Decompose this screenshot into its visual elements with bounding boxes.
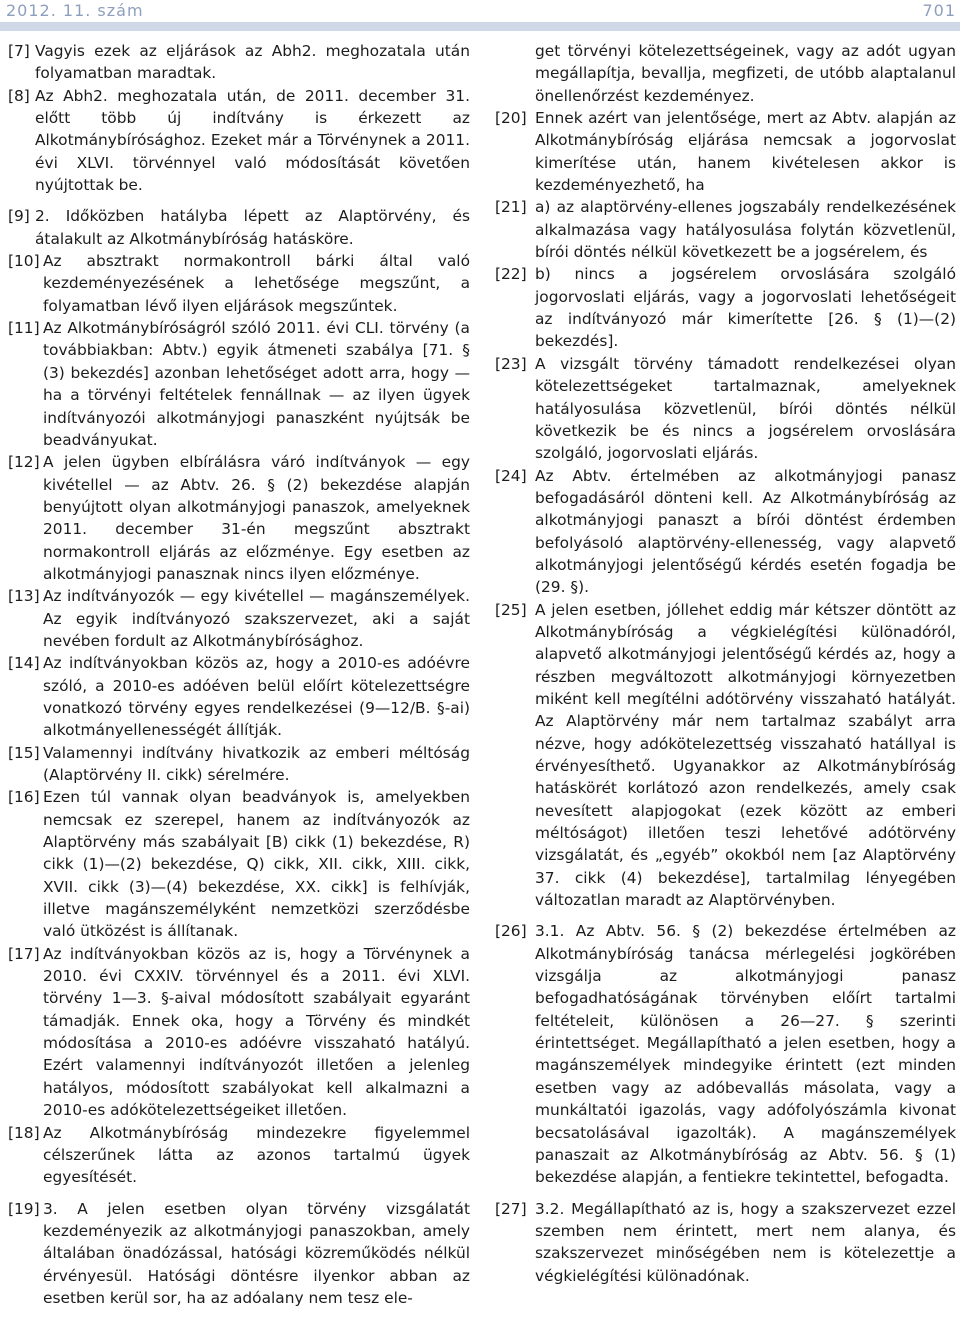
paragraph-16 [8, 786, 470, 942]
paragraph-number: [23] [495, 354, 527, 373]
paragraph-13 [8, 585, 470, 652]
paragraph-number: [25] [495, 600, 527, 619]
paragraph-text: Az Alkotmánybíróságról szóló 2011. évi CLI. törvény (a továbbiakban: Abtv.) egyik átmeneti szabálya [71. § (3) bekezdés] azonban lehetőséget adott arra, hogy — ha a törvényi feltételek fennállnak — az ilyen ügyek indítványozói alkotmányjogi panaszként nyújtsák be beadványukat. [43, 319, 470, 449]
paragraph-23 [495, 353, 956, 465]
paragraph-text: Az indítványozók — egy kivétellel — magánszemélyek. Az egyik indítványozó szakszervezet, aki a saját nevében fordult az Alkotmánybírósághoz. [43, 587, 470, 650]
paragraph-20 [495, 107, 956, 196]
paragraph-text: Az indítványokban közös az is, hogy a Törvénynek a 2010. évi CXXIV. törvénnyel és a 2011. évi XLVI. törvény 1—3. §-aival módosított szabályait egyaránt támadják. Ennek oka, hogy a Törvény és mindkét módosítása a 2010-es adóévre visszaható hatályú. Ezért valamennyi indítványozót illetően a jelenleg hatályos, módosított szabályokat kell alkalmazni a 2010-es adókötelezettségeiket illetően. [43, 944, 470, 1120]
paragraph-text: Az Abh2. meghozatala után, de 2011. december 31. előtt több új indítvány is érkezett az Alkotmánybírósághoz. Ezeket már a Törvénynek a 2011. évi XLVI. törvénnyel való módosítását követően nyújtottak be. [35, 86, 470, 195]
paragraph-text: 3. A jelen esetben olyan törvény vizsgálatát kezdeményezik az alkotmányjogi panaszokban, amely általában önadózással, hatósági közreműködés nélkül érvényesül. Hatósági döntésre ilyenkor abban az esetben kerül sor, ha az adóalany nem tesz ele- [43, 1199, 470, 1307]
paragraph-text: Az Alkotmánybíróság mindezekre figyelemmel célszerűnek látta az azonos tartalmú ügyek egyesítését. [43, 1123, 470, 1187]
paragraph-text: Vagyis ezek az eljárások az Abh2. meghozatala után folyamatban maradtak. [35, 42, 470, 83]
paragraph-19-continued [495, 40, 956, 107]
paragraph-11 [8, 317, 470, 451]
paragraph-number: [17] [8, 944, 40, 963]
paragraph-text: A jelen ügyben elbírálásra váró indítványok — egy kivétellel — az Abtv. 26. § (2) bekezdése alapján benyújtott olyan alkotmányjogi panaszok, amelyeknek 2011. december 31-én megszűnt absztrakt normakontroll eljárás az előzménye. Egy esetben az alkotmányjogi panasznak nincs ilyen előzménye. [43, 453, 470, 583]
right-column [495, 40, 956, 1287]
header-band [0, 22, 960, 31]
paragraph-19 [8, 1198, 470, 1310]
paragraph-21 [495, 196, 956, 263]
paragraph-number: [13] [8, 587, 40, 606]
page-header [0, 0, 960, 31]
paragraph-8 [8, 85, 470, 197]
paragraph-text: get törvényi kötelezettségeinek, vagy az adót ugyan megállapítja, bevallja, megfizeti, de utóbb alaptalanul önellenőrzést kezdeményez. [535, 42, 956, 105]
page-number: 701 [922, 1, 956, 20]
paragraph-17 [8, 943, 470, 1122]
paragraph-number: [12] [8, 453, 40, 472]
issue-label: 2012. 11. szám [6, 1, 144, 20]
paragraph-27 [495, 1198, 956, 1287]
paragraph-text: 3.1. Az Abtv. 56. § (2) bekezdése értelmében az Alkotmánybíróság tanácsa mérlegelési jogkörében vizsgálja az alkotmányjogi panasz befogadhatóságának törvényben előírt tartalmi feltételeit, különösen a 26—27. § szerinti érintettséget. Megállapítható a jelen esetben, hogy a magánszemélyek mindegyike érintett (ezt minden esetben vagy az adóbevallás másolata, vagy a munkáltatói igazolás, vagy adófolyószámla kivonat becsatolásával igazolták). A magánszemélyek panaszait az Alkotmánybíróság az Abtv. 56. § (1) bekezdése alapján, a fentiekre tekintettel, befogadta. [535, 922, 956, 1187]
paragraph-15 [8, 742, 470, 787]
paragraph-text: Az Abtv. értelmében az alkotmányjogi panasz befogadásáról dönteni kell. Az Alkotmánybíróság az alkotmányjogi panaszt a bírói döntést érdemben befolyásoló alaptörvény-ellenesség, vagy alapvető alkotmányjogi jelentőségű kérdés esetén fogadja be (29. §). [535, 466, 956, 597]
paragraph-number: [19] [8, 1199, 40, 1218]
paragraph-12 [8, 451, 470, 585]
paragraph-number: [11] [8, 319, 40, 338]
paragraph-number: [18] [8, 1123, 40, 1142]
paragraph-number: [15] [8, 743, 40, 762]
paragraph-number: [26] [495, 922, 527, 941]
paragraph-24 [495, 465, 956, 599]
paragraph-text: A jelen esetben, jóllehet eddig már kétszer döntött az Alkotmánybíróság a végkielégítési különadóról, alapvető alkotmányjogi jelentőségű kérdés az, hogy a részben megváltozott alkotmányjogi környezetben miként kell megítélni adótörvény visszaható hatályát. Az Alaptörvény már nem tartalmaz szabályt arra nézve, hogy adókötelezettség visszaható hatállyal is érvényesíthető. Ugyanakkor az Alkotmánybíróság hatáskörét korlátozó azon rendelkezés, amely csak nevesített alapjogokat (ezek között az emberi méltóságot) illetően teszi lehetővé adótörvény vizsgálatát, és „egyéb” okokból nem [az Alaptörvény 37. cikk (4) bekezdése], tartalmilag lényegében változatlan maradt az Alaptörvényben. [535, 600, 956, 910]
paragraph-25 [495, 599, 956, 912]
paragraph-number: [8] [8, 86, 30, 105]
paragraph-number: [22] [495, 265, 527, 284]
paragraph-number: [10] [8, 252, 40, 271]
paragraph-text: 3.2. Megállapítható az is, hogy a szakszervezet ezzel szemben nem érintett, mert nem alanya, és szakszervezet minőségében nem is kötelezettje a végkielégítési különadónak. [535, 1199, 956, 1285]
paragraph-text: Ennek azért van jelentősége, mert az Abtv. alapján az Alkotmánybíróság eljárása nemcsak a jogorvoslat kimerítése után, hanem kivételesen akkor is kezdeményezhető, ha [535, 109, 956, 195]
paragraph-text: b) nincs a jogsérelem orvoslására szolgáló jogorvoslati eljárás, vagy a jogorvoslati lehetőségeit az indítványozó már kimerítette [26. § (1)—(2) bekezdés]. [535, 265, 956, 351]
paragraph-26 [495, 920, 956, 1188]
paragraph-text: Az indítványokban közös az, hogy a 2010-es adóévre szóló, a 2010-es adóéven belül előírt kötelezettségre vonatkozó törvény egyes rendelkezései (9—12/B. §-ai) alkotmányellenességét állítják. [43, 654, 470, 740]
paragraph-9 [8, 205, 470, 250]
paragraph-number: [16] [8, 788, 40, 807]
paragraph-text: A vizsgált törvény támadott rendelkezései olyan kötelezettségeket tartalmaznak, amelyeknek hatályosulása közvetlenül, bírói döntés nélkül következik be és nincs a jogsérelem orvoslására szolgáló, jogorvoslati eljárás. [535, 354, 956, 463]
paragraph-text: Valamennyi indítvány hivatkozik az emberi méltóság (Alaptörvény II. cikk) sérelmére. [43, 743, 470, 784]
paragraph-number: [20] [495, 109, 527, 128]
paragraph-number: [7] [8, 42, 30, 60]
paragraph-10 [8, 250, 470, 317]
paragraph-text: a) az alaptörvény-ellenes jogszabály rendelkezésének alkalmazása vagy hatályosulása folytán közvetlenül, bírói döntés nélkül következett be a jogsérelem, és [535, 198, 956, 262]
paragraph-18 [8, 1122, 470, 1189]
paragraph-number: [27] [495, 1199, 527, 1218]
paragraph-14 [8, 652, 470, 741]
paragraph-number: [9] [8, 207, 30, 226]
paragraph-number: [24] [495, 466, 527, 485]
paragraph-number: [14] [8, 654, 40, 673]
paragraph-7 [8, 40, 470, 85]
paragraph-text: 2. Időközben hatályba lépett az Alaptörvény, és átalakult az Alkotmánybíróság hatásköre. [35, 207, 470, 248]
paragraph-number: [21] [495, 198, 527, 217]
paragraph-number [495, 40, 535, 107]
paragraph-text: Ezen túl vannak olyan beadványok is, amelyekben nemcsak ez szerepel, hanem az indítványozók az Alaptörvény más szabályait [B) cikk (1) bekezdése, R) cikk (1)—(2) bekezdése, Q) cikk, XII. cikk, XIII. cikk, XVII. cikk (3)—(4) bekezdése, XX. cikk] is felhívják, illetve magánszemélyként nemzetközi szerződésbe való ütközést is állítanak. [43, 788, 470, 941]
paragraph-22 [495, 263, 956, 352]
paragraph-text: Az absztrakt normakontroll bárki által való kezdeményezésének a lehetősége megszűnt, a folyamatban lévő ilyen eljárások megszűntek. [43, 252, 470, 315]
left-column [8, 40, 470, 1309]
